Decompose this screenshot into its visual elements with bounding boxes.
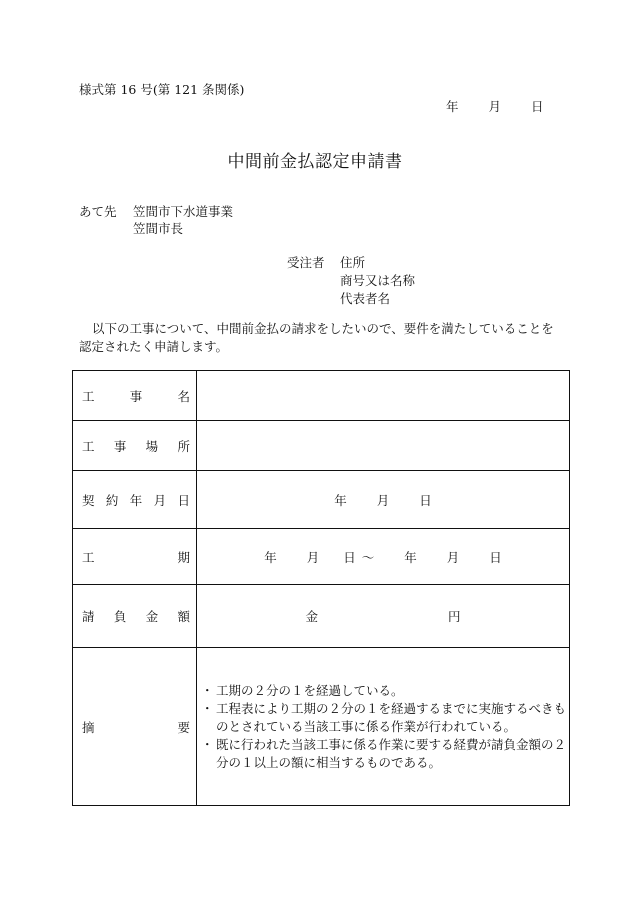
contract-date-field[interactable] [197, 471, 570, 529]
label-char: 請 [82, 609, 95, 624]
summary-note: ・ 工期の２分の１を経過している。 [206, 682, 569, 700]
summary-field [197, 648, 570, 806]
summary-note: ・ 工程表により工期の２分の１を経過するまでに実施するべきものとされている当該工事に係る作業が行われている。 [206, 700, 569, 736]
application-table [72, 370, 570, 806]
period-label [73, 529, 197, 585]
summary-note: ・ 既に行われた当該工事に係る作業に要する経費が請負金額の２分の１以上の額に相当するものである。 [206, 736, 569, 772]
contractor-representative-label: 代表者名 [340, 291, 391, 306]
period-start-day: 日 [343, 549, 356, 565]
date-day-label: 日 [531, 99, 544, 114]
label-char: 金 [145, 609, 159, 624]
row-contract-date [73, 471, 570, 529]
contractor-name-label: 商号又は名称 [340, 273, 416, 288]
page-title: 中間前金払認定申請書 [227, 152, 403, 172]
addressee-label: あて先 [79, 204, 117, 219]
row-construction-name [73, 371, 570, 421]
period-separator: ～ [361, 549, 375, 565]
contractor-address-label: 住所 [340, 255, 366, 270]
label-char: 工 [82, 549, 95, 565]
label-char: 要 [177, 719, 190, 735]
period-end-year: 年 [404, 549, 417, 565]
row-contract-amount [73, 585, 570, 648]
label-char: 所 [177, 438, 190, 454]
label-char: 工 [82, 388, 95, 404]
application-date [446, 97, 544, 115]
summary-label [73, 648, 197, 806]
period-end-day: 日 [489, 549, 502, 565]
label-char: 工 [82, 438, 95, 454]
date-year-label: 年 [446, 99, 459, 114]
addressee-title: 笠間市長 [133, 221, 184, 236]
construction-name-label [73, 371, 197, 421]
contract-date-label [73, 471, 197, 529]
label-char: 額 [177, 609, 190, 624]
contract-amount-prefix: 金 [305, 609, 318, 624]
contract-amount-label [73, 585, 197, 648]
summary-notes [197, 682, 569, 772]
contract-date-day: 日 [419, 492, 432, 508]
contract-amount-field[interactable] [197, 585, 570, 648]
row-summary [73, 648, 570, 806]
label-char: 年 [129, 492, 143, 508]
construction-site-field[interactable] [197, 421, 570, 471]
period-start-year: 年 [264, 549, 277, 565]
label-char: 約 [105, 492, 119, 508]
label-char: 事 [129, 388, 143, 404]
label-char: 月 [153, 492, 167, 508]
contract-date-month: 月 [376, 492, 390, 508]
label-char: 摘 [82, 719, 95, 735]
label-char: 場 [145, 438, 159, 454]
label-char: 名 [177, 388, 190, 404]
addressee-organization: 笠間市下水道事業 [133, 204, 234, 219]
request-statement: 以下の工事について、中間前金払の請求をしたいので、要件を満たしていることを認定されたく申請します。 [79, 321, 554, 354]
row-construction-site [73, 421, 570, 471]
period-start-month: 月 [306, 549, 320, 565]
contractor-label: 受注者 [287, 255, 325, 270]
label-char: 負 [113, 609, 127, 624]
construction-site-label [73, 421, 197, 471]
period-field[interactable] [197, 529, 570, 585]
row-period [73, 529, 570, 585]
date-month-label: 月 [488, 99, 502, 114]
contract-amount-suffix: 円 [448, 609, 461, 624]
label-char: 事 [113, 438, 127, 454]
period-end-month: 月 [446, 549, 460, 565]
form-number: 様式第 16 号(第 121 条関係) [79, 82, 245, 97]
contract-date-year: 年 [334, 492, 347, 508]
label-char: 日 [177, 492, 190, 508]
label-char: 契 [82, 492, 95, 508]
construction-name-field[interactable] [197, 371, 570, 421]
label-char: 期 [177, 549, 190, 565]
